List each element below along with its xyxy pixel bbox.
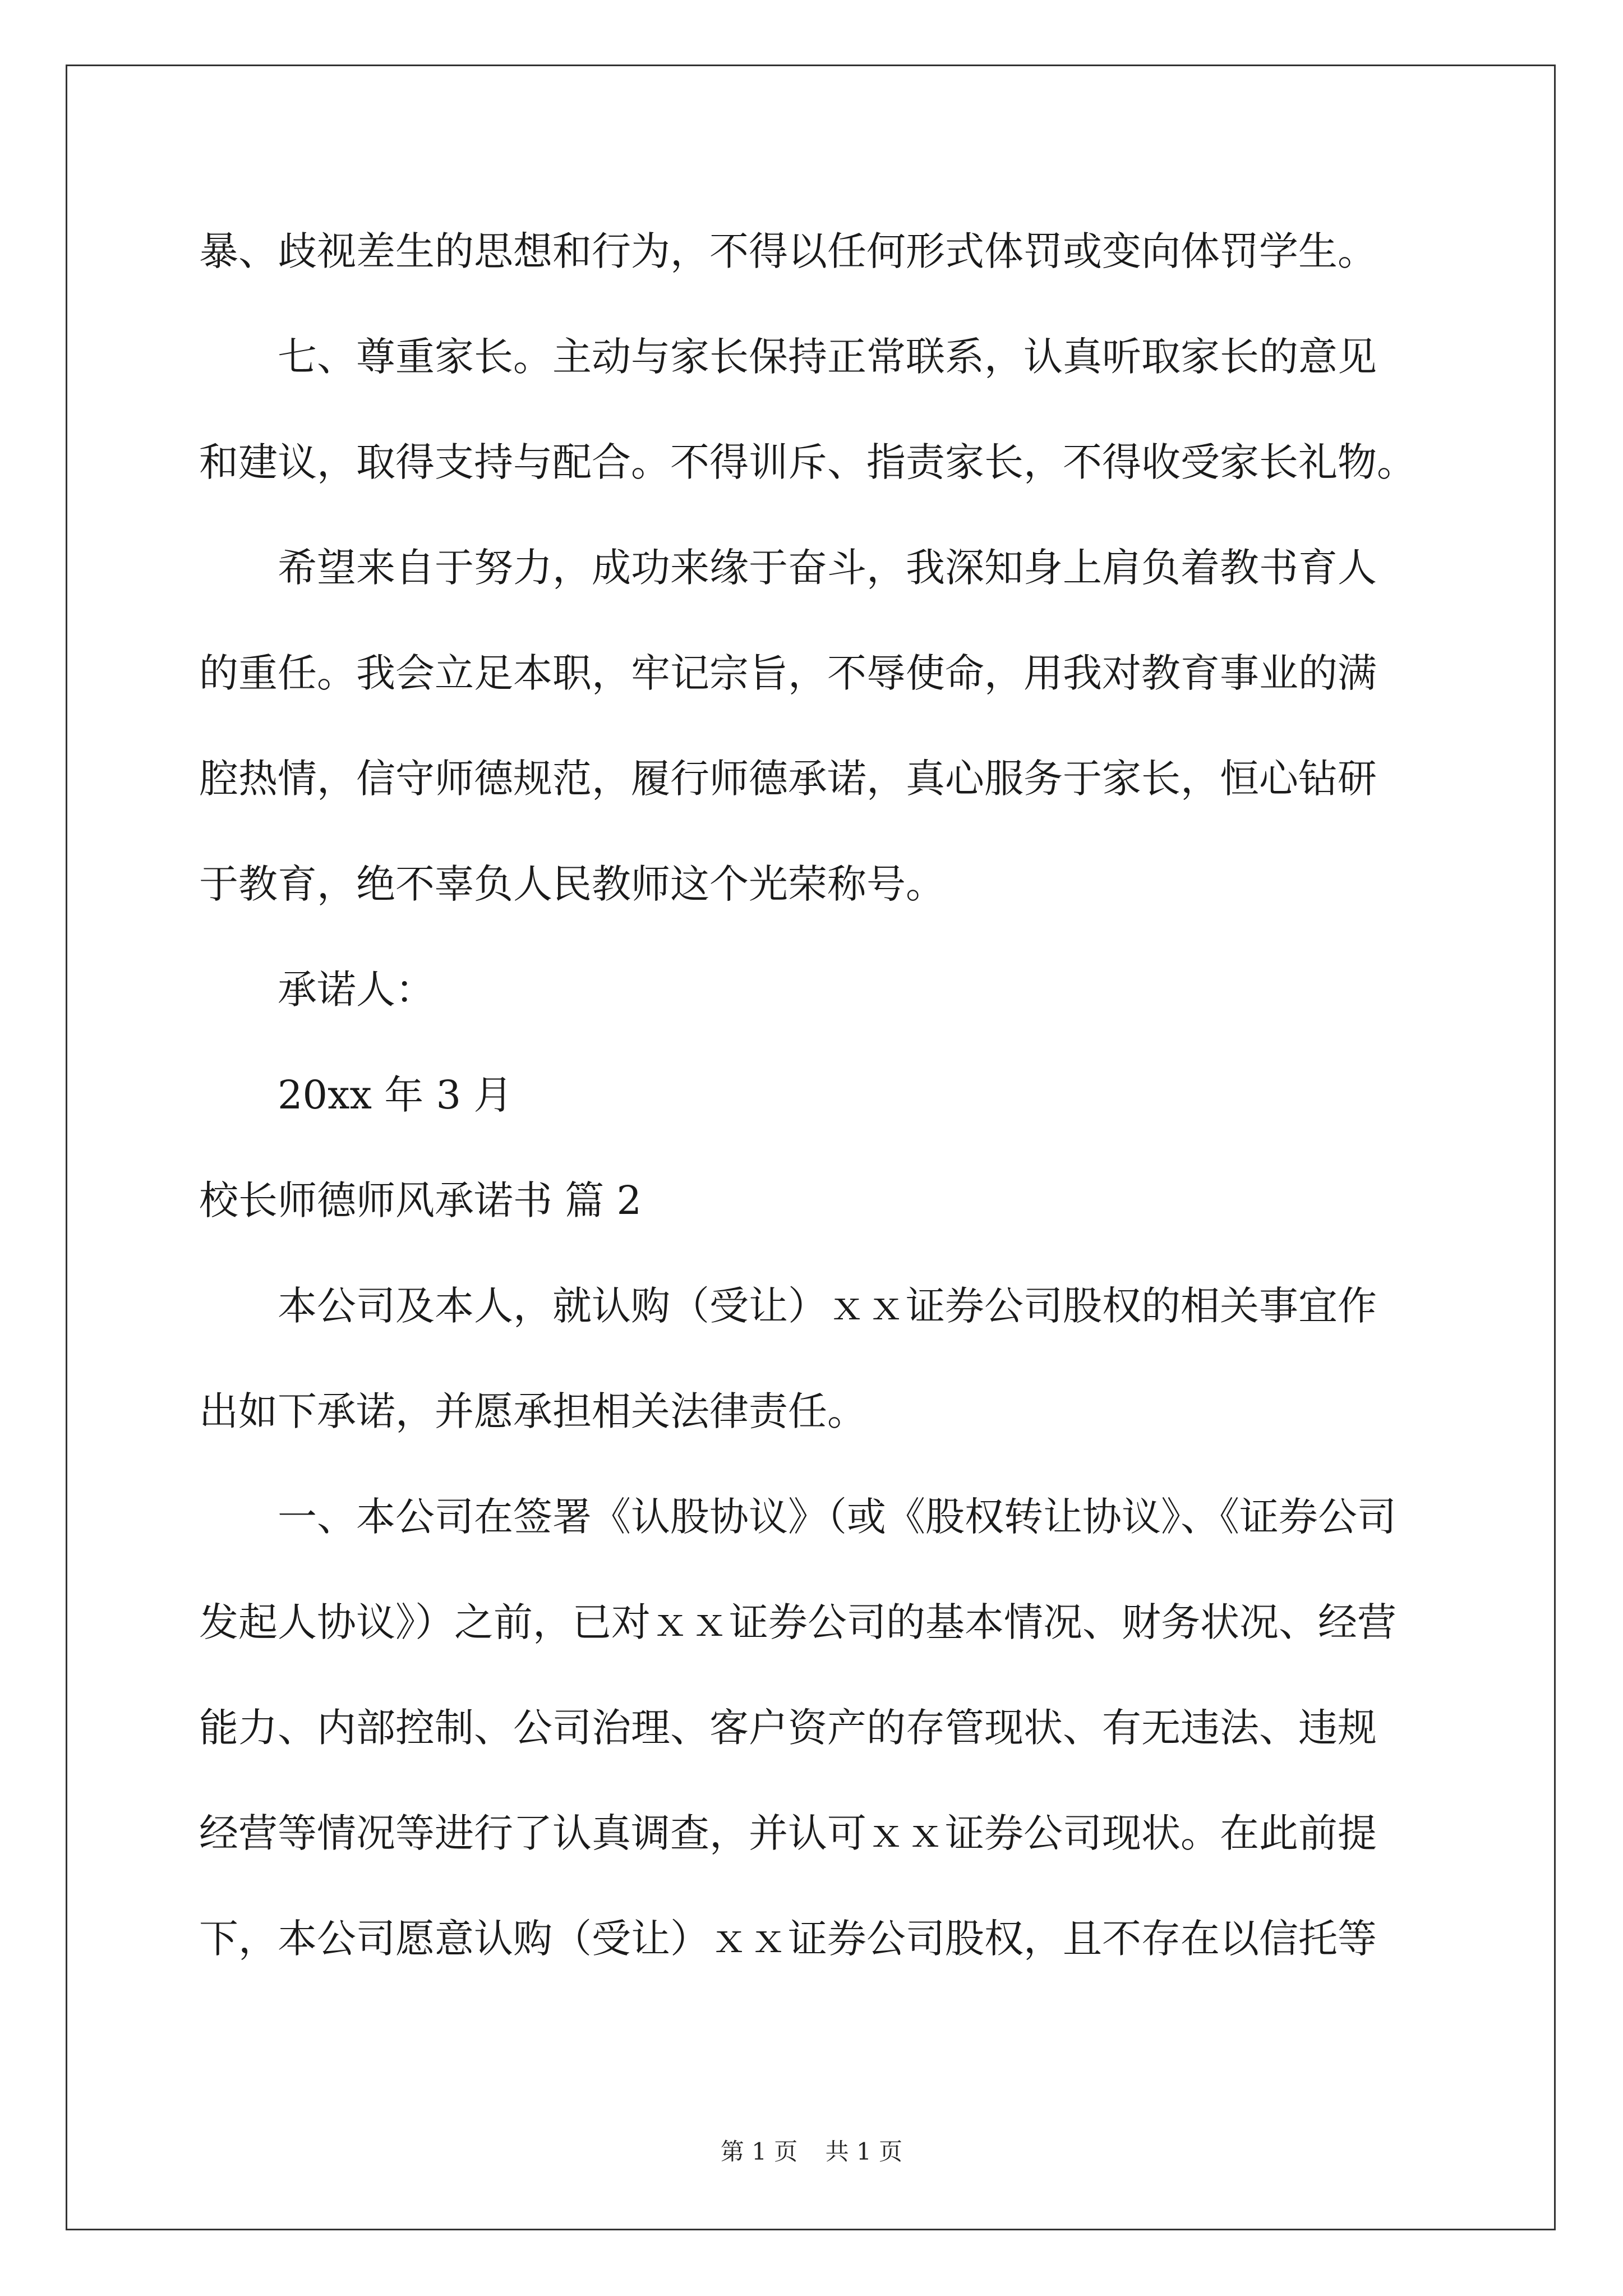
body-line: 于教育，绝不辜负人民教师这个光荣称号。: [199, 861, 945, 907]
signatory-label: 承诺人：: [278, 967, 435, 1013]
body-line: 能力、内部控制、公司治理、客户资产的存管现状、有无违法、违规: [199, 1705, 1377, 1751]
section-heading: 校长师德师风承诺书 篇 2: [199, 1177, 642, 1223]
page-number: 第 1 页: [720, 2138, 798, 2165]
page-total: 共 1 页: [825, 2138, 903, 2165]
body-line: 经营等情况等进行了认真调查，并认可ｘｘ证券公司现状。在此前提: [199, 1810, 1377, 1856]
body-line: 暴、歧视差生的思想和行为，不得以任何形式体罚或变向体罚学生。: [199, 228, 1377, 274]
body-line: 腔热情，信守师德规范，履行师德承诺，真心服务于家长，恒心钻研: [199, 756, 1377, 802]
body-line: 一、本公司在签署《认股协议》（或《股权转让协议》、《证券公司: [278, 1494, 1396, 1540]
body-line: 希望来自于努力，成功来缘于奋斗，我深知身上肩负着教书育人: [278, 545, 1377, 591]
date-line: 20xx 年 3 月: [278, 1072, 513, 1118]
body-line: 出如下承诺，并愿承担相关法律责任。: [199, 1388, 866, 1434]
page-footer: [0, 2133, 1623, 2167]
body-line: 七、尊重家长。主动与家长保持正常联系，认真听取家长的意见: [278, 334, 1377, 380]
body-line: 的重任。我会立足本职，牢记宗旨，不辱使命，用我对教育事业的满: [199, 650, 1377, 696]
document-body: [199, 199, 1433, 1991]
body-line: 本公司及本人，就认购（受让）ｘｘ证券公司股权的相关事宜作: [278, 1283, 1377, 1329]
body-line: 和建议，取得支持与配合。不得训斥、指责家长，不得收受家长礼物。: [199, 439, 1416, 485]
body-line: 发起人协议》）之前，已对ｘｘ证券公司的基本情况、财务状况、经营: [199, 1599, 1396, 1645]
body-line: 下，本公司愿意认购（受让）ｘｘ证券公司股权，且不存在以信托等: [199, 1916, 1377, 1962]
